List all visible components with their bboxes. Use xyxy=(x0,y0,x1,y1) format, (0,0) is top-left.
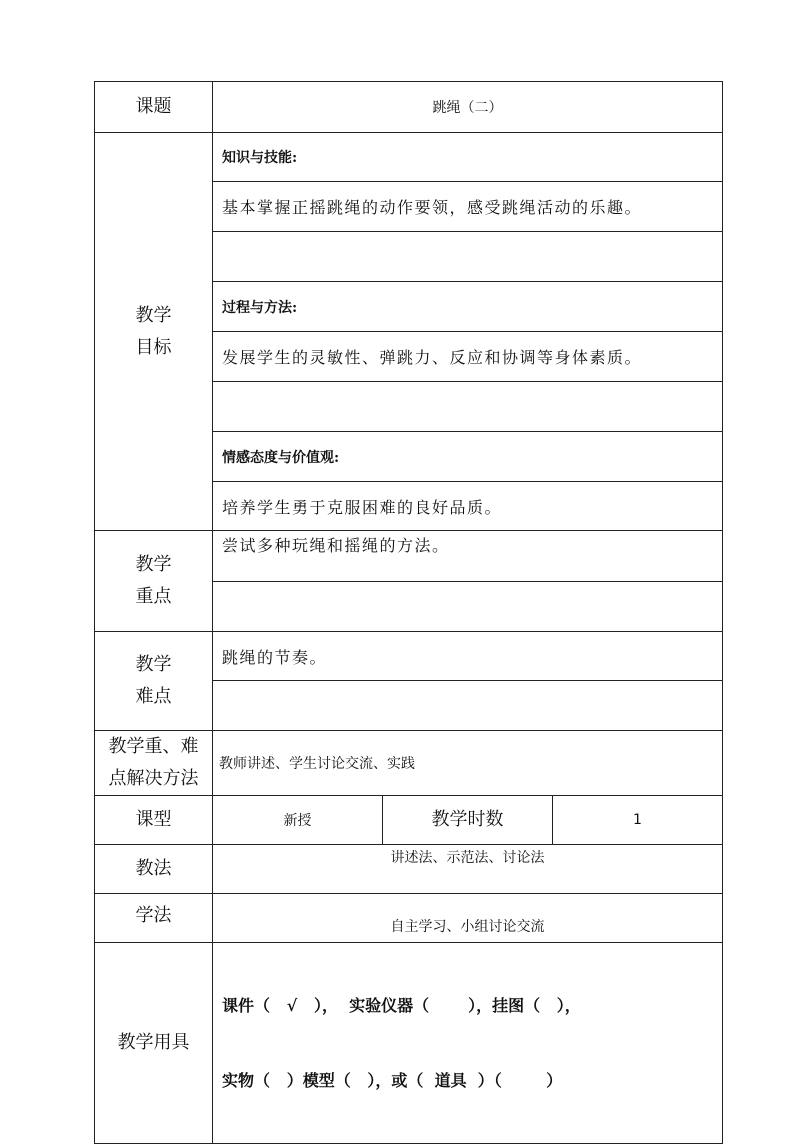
teaching-hours-value: 1 xyxy=(553,796,723,845)
tools-text xyxy=(213,943,723,1144)
emotion-text: 培养学生勇于克服困难的良好品质。 xyxy=(213,482,723,531)
tools-line1: 课件（ √ ）， 实验仪器（ ），挂图（ ）， xyxy=(222,996,581,1015)
learning-method-row xyxy=(95,894,723,943)
objectives-label-line1: 教学 xyxy=(135,304,172,326)
learning-method-label: 学法 xyxy=(95,894,213,943)
difficulties-text: 跳绳的节奏。 xyxy=(213,632,723,681)
objectives-label-line2: 目标 xyxy=(135,336,172,358)
solution-row xyxy=(95,731,723,796)
teaching-hours-label: 教学时数 xyxy=(383,796,553,845)
lesson-plan-table xyxy=(94,81,723,1144)
tools-row xyxy=(95,943,723,1144)
difficulties-blank-cell xyxy=(213,681,723,731)
objectives-blank-cell xyxy=(213,382,723,432)
key-points-text: 尝试多种玩绳和摇绳的方法。 xyxy=(213,531,723,582)
topic-value: 跳绳（二） xyxy=(213,82,723,133)
tools-line2: 实物（ ）模型（ ），或（ 道具 ）（ ） xyxy=(222,1071,563,1090)
solution-label-line1: 教学重、难 xyxy=(108,736,199,757)
solution-label-line2: 点解决方法 xyxy=(108,768,199,789)
knowledge-text: 基本掌握正摇跳绳的动作要领，感受跳绳活动的乐趣。 xyxy=(213,182,723,232)
process-text: 发展学生的灵敏性、弹跳力、反应和协调等身体素质。 xyxy=(213,332,723,382)
difficulties-label-line1: 教学 xyxy=(135,654,172,675)
lesson-type-value: 新授 xyxy=(213,796,383,845)
teaching-method-row xyxy=(95,845,723,894)
topic-label: 课题 xyxy=(95,82,213,133)
key-points-row xyxy=(95,531,723,582)
key-points-label xyxy=(95,531,213,632)
solution-text: 教师讲述、学生讨论交流、实践 xyxy=(213,731,723,796)
difficulties-label xyxy=(95,632,213,731)
process-heading: 过程与方法: xyxy=(213,282,723,332)
teaching-method-label: 教法 xyxy=(95,845,213,894)
lesson-type-label: 课型 xyxy=(95,796,213,845)
learning-method-value: 自主学习、小组讨论交流 xyxy=(213,894,723,943)
key-points-blank-cell xyxy=(213,582,723,632)
key-points-label-line1: 教学 xyxy=(135,554,172,575)
topic-row xyxy=(95,82,723,133)
objectives-blank-cell xyxy=(213,232,723,282)
tools-label: 教学用具 xyxy=(95,943,213,1144)
emotion-heading: 情感态度与价值观: xyxy=(213,432,723,482)
solution-label xyxy=(95,731,213,796)
difficulties-label-line2: 难点 xyxy=(135,686,172,707)
objectives-label xyxy=(95,133,213,531)
difficulties-row xyxy=(95,632,723,681)
key-points-label-line2: 重点 xyxy=(135,586,172,607)
lesson-type-row xyxy=(95,796,723,845)
knowledge-heading: 知识与技能: xyxy=(213,133,723,182)
objectives-row xyxy=(95,133,723,182)
teaching-method-value: 讲述法、示范法、讨论法 xyxy=(213,845,723,894)
